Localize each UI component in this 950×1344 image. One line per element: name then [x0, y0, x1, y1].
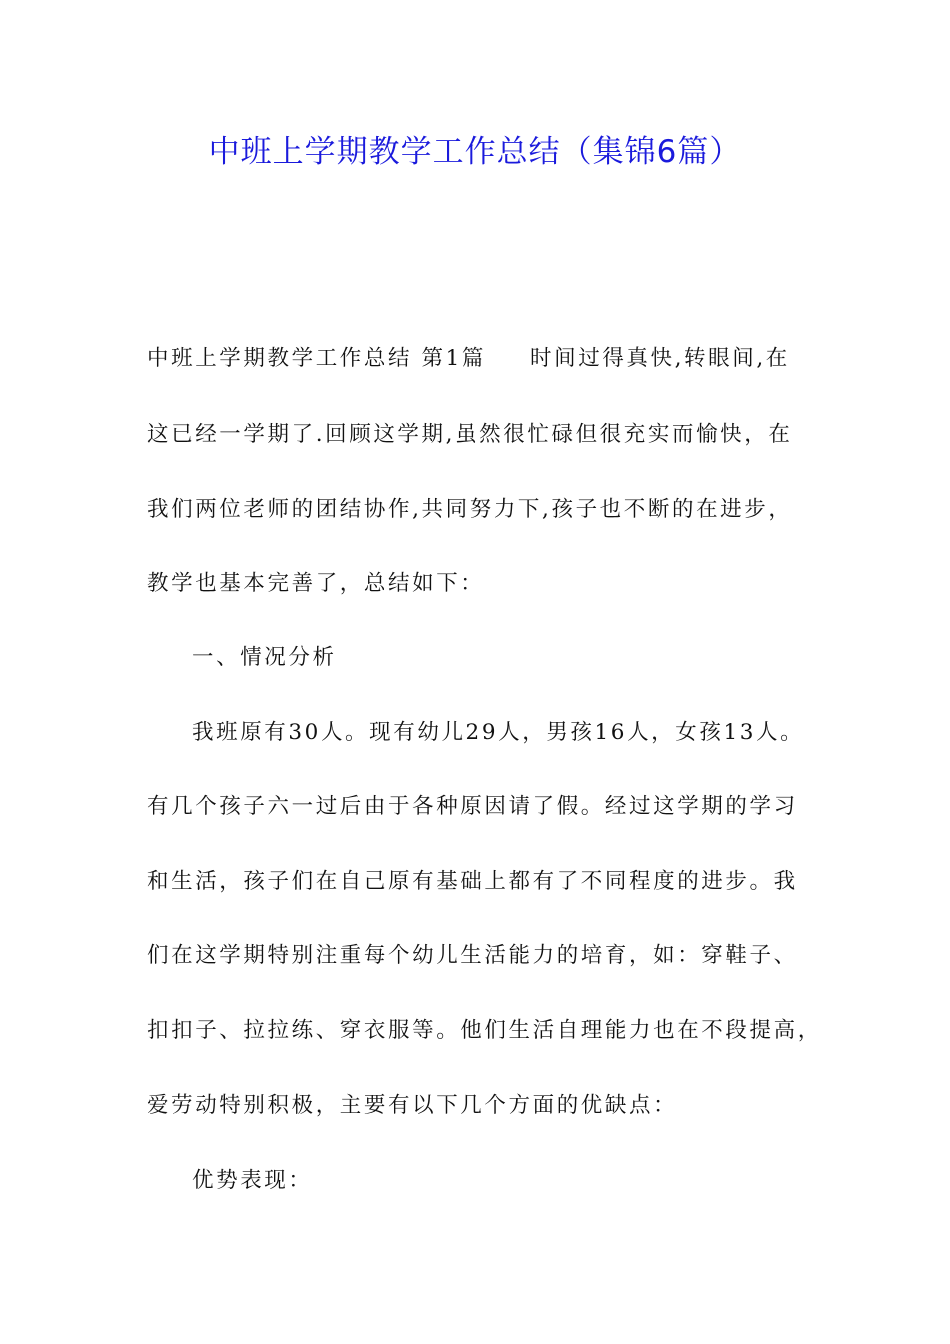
paragraph-line-1	[147, 344, 790, 374]
paragraph-line-5: 我班原有30人。现有幼儿29人，男孩16人，女孩13人。	[192, 720, 805, 745]
section-heading: 中班上学期教学工作总结 第1篇	[147, 346, 487, 371]
paragraph-line-10: 爱劳动特别积极，主要有以下几个方面的优缺点：	[147, 1093, 678, 1118]
subheading-advantages: 优势表现：	[192, 1168, 313, 1193]
paragraph-line-6: 有几个孩子六一过后由于各种原因请了假。经过这学期的学习	[147, 794, 798, 819]
paragraph-text: 时间过得真快,转眼间,在	[530, 346, 790, 371]
document-title: 中班上学期教学工作总结（集锦6篇）	[208, 134, 742, 170]
section-heading-situation: 一、情况分析	[192, 645, 337, 670]
paragraph-line-2: 这已经一学期了.回顾这学期,虽然很忙碌但很充实而愉快，在	[147, 422, 793, 447]
paragraph-line-8: 们在这学期特别注重每个幼儿生活能力的培育，如：穿鞋子、	[147, 943, 798, 968]
paragraph-line-3: 我们两位老师的团结协作,共同努力下,孩子也不断的在进步，	[147, 497, 793, 522]
paragraph-line-9: 扣扣子、拉拉练、穿衣服等。他们生活自理能力也在不段提高，	[147, 1018, 822, 1043]
paragraph-line-7: 和生活，孩子们在自己原有基础上都有了不同程度的进步。我	[147, 869, 798, 894]
paragraph-line-4: 教学也基本完善了，总结如下：	[147, 571, 485, 596]
